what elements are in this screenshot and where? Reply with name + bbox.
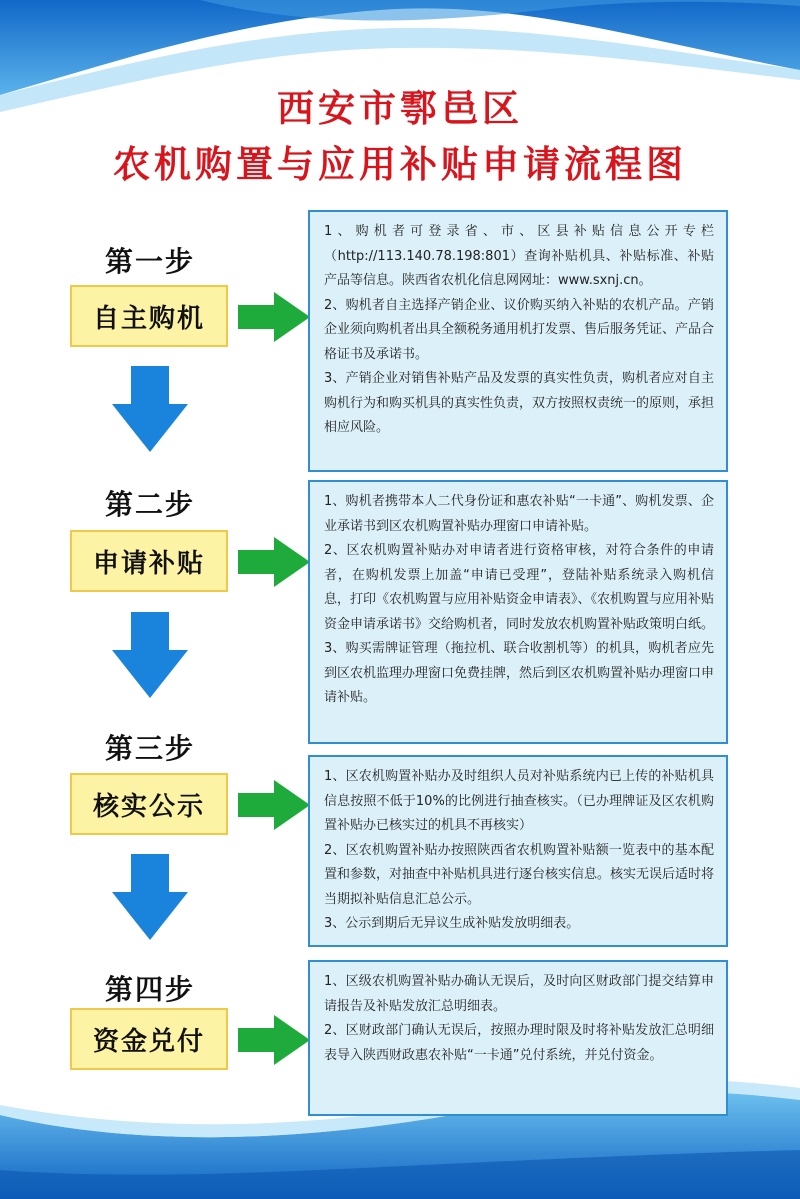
step-1-item-1: 1、购机者可登录省、市、区县补贴信息公开专栏（http://113.140.78.198:801）查询补贴机具、补贴标准、补贴产品等信息。陕西省农机化信息网网址：www.sxnj.cn。: [324, 224, 714, 288]
step-3-label: 第三步: [104, 732, 195, 765]
step-2-item-2: 2、区农机购置补贴办对申请者进行资格审核，对符合条件的申请者，在购机发票上加盖“申请已受理”，登陆补贴系统录入购机信息，打印《农机购置与应用补贴资金申请表》、《农机购置与应用补贴资金申请承诺书》交给购机者，同时发放农机购置补贴政策明白纸。: [324, 543, 715, 632]
step-4-right-arrow-icon: [238, 1015, 310, 1065]
step-3-box: 核实公示: [70, 773, 228, 835]
step-2-right-arrow-icon: [238, 537, 310, 587]
down-arrow-3-icon: [112, 854, 188, 940]
step-1-description: [308, 210, 728, 472]
step-4-description: [308, 960, 728, 1116]
step-3-item-2: 2、区农机购置补贴办按照陕西省农机购置补贴额一览表中的基本配置和参数，对抽查中补贴机具进行逐台核实信息。核实无误后适时将当期拟补贴信息汇总公示。: [324, 842, 715, 907]
step-3-item-1: 1、区农机购置补贴办及时组织人员对补贴系统内已上传的补贴机具信息按照不低于10%的比例进行抽查核实。（已办理牌证及区农机购置补贴办已核实过的机具不再核实）: [324, 769, 714, 833]
step-4-label: 第四步: [104, 973, 195, 1006]
step-1-item-3: 3、产销企业对销售补贴产品及发票的真实性负责，购机者应对自主购机行为和购买机具的真实性负责，双方按照权责统一的原则，承担相应风险。: [324, 371, 715, 435]
step-3-description: [308, 755, 728, 947]
page-title-line2: 农机购置与应用补贴申请流程图: [113, 143, 687, 186]
step-2-box: 申请补贴: [70, 530, 228, 592]
step-3-item-3: 3、公示到期后无异议生成补贴发放明细表。: [324, 916, 580, 931]
step-4-item-2: 2、区财政部门确认无误后，按照办理时限及时将补贴发放汇总明细表导入陕西财政惠农补贴“一卡通”兑付系统，并兑付资金。: [324, 1023, 714, 1063]
page-title-line1: 西安市鄠邑区: [277, 87, 523, 130]
step-2-item-1: 1、购机者携带本人二代身份证和惠农补贴“一卡通”、购机发票、企业承诺书到区农机购置补贴办理窗口申请补贴。: [324, 494, 714, 534]
step-1-right-arrow-icon: [238, 292, 310, 342]
step-4-item-1: 1、区级农机购置补贴办确认无误后，及时向区财政部门提交结算申请报告及补贴发放汇总明细表。: [324, 974, 714, 1014]
step-4-box: 资金兑付: [70, 1008, 228, 1070]
step-1-label: 第一步: [104, 245, 195, 278]
step-1-box: 自主购机: [70, 285, 228, 347]
down-arrow-1-icon: [112, 366, 188, 452]
step-2-item-3: 3、购买需牌证管理（拖拉机、联合收割机等）的机具，购机者应先到区农机监理办理窗口免费挂牌，然后到区农机购置补贴办理窗口申请补贴。: [324, 641, 715, 705]
step-2-label: 第二步: [104, 488, 195, 521]
down-arrow-2-icon: [112, 612, 188, 698]
step-2-description: [308, 480, 728, 744]
step-1-item-2: 2、购机者自主选择产销企业、议价购买纳入补贴的农机产品。产销企业须向购机者出具全额税务通用机打发票、售后服务凭证、产品合格证书及承诺书。: [324, 297, 715, 362]
step-3-right-arrow-icon: [238, 780, 310, 830]
